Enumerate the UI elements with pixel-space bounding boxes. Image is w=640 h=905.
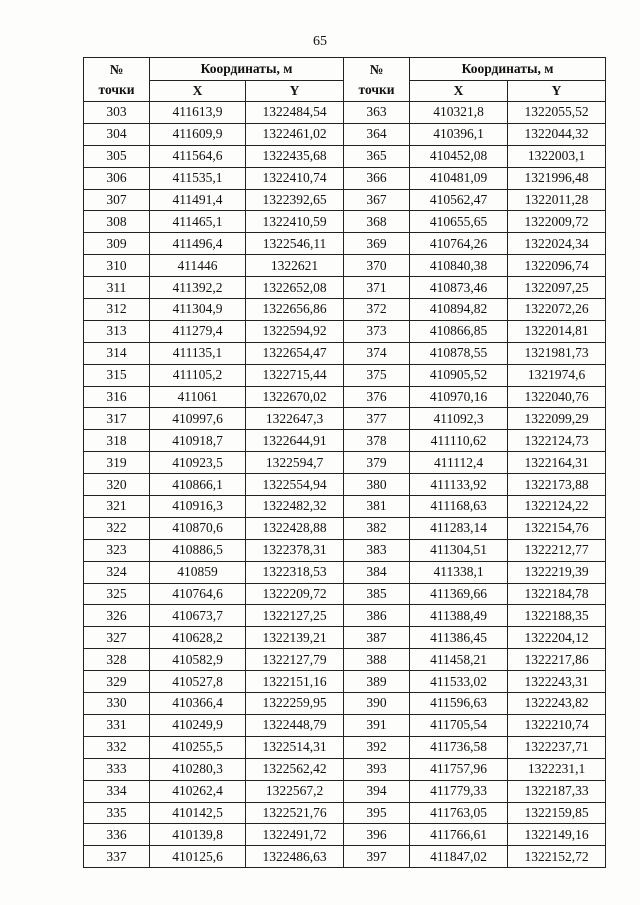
x-right-cell: 411110,62 <box>410 430 508 452</box>
y-right-cell: 1322212,77 <box>508 539 606 561</box>
y-left-cell: 1322318,53 <box>246 561 344 583</box>
point-number-right-cell: 378 <box>344 430 410 452</box>
x-right-cell: 410655,65 <box>410 211 508 233</box>
x-left-cell: 411465,1 <box>150 211 246 233</box>
point-number-right-cell: 392 <box>344 736 410 758</box>
point-number-right-cell: 395 <box>344 802 410 824</box>
point-number-right-cell: 369 <box>344 233 410 255</box>
point-number-right-cell: 377 <box>344 408 410 430</box>
table-row <box>84 517 606 539</box>
table-row <box>84 430 606 452</box>
y-left-cell: 1322209,72 <box>246 583 344 605</box>
y-left-cell: 1322562,42 <box>246 758 344 780</box>
y-right-cell: 1322210,74 <box>508 714 606 736</box>
point-number-right-cell: 382 <box>344 517 410 539</box>
point-number-left-cell: 331 <box>84 714 150 736</box>
x-left-cell: 410527,8 <box>150 671 246 693</box>
table-row <box>84 780 606 802</box>
x-left-cell: 410255,5 <box>150 736 246 758</box>
table-row <box>84 189 606 211</box>
point-number-right-cell: 384 <box>344 561 410 583</box>
x-left-cell: 411279,4 <box>150 320 246 342</box>
x-left-cell: 410886,5 <box>150 539 246 561</box>
point-number-left-cell: 322 <box>84 517 150 539</box>
y-right-cell: 1322237,71 <box>508 736 606 758</box>
point-number-right-cell: 367 <box>344 189 410 211</box>
point-number-left-cell: 329 <box>84 671 150 693</box>
x-left-cell: 411446 <box>150 255 246 277</box>
x-right-cell: 411779,33 <box>410 780 508 802</box>
point-number-right-cell: 389 <box>344 671 410 693</box>
table-row <box>84 539 606 561</box>
x-right-cell: 411596,63 <box>410 693 508 715</box>
point-number-right-cell: 372 <box>344 299 410 321</box>
coords-header-right: Координаты, м <box>410 58 606 81</box>
point-number-right-cell: 391 <box>344 714 410 736</box>
point-number-right-cell: 375 <box>344 364 410 386</box>
point-number-right-cell: 376 <box>344 386 410 408</box>
x-right-cell: 410481,09 <box>410 167 508 189</box>
y-header-left: Y <box>246 81 344 102</box>
x-right-cell: 411458,21 <box>410 649 508 671</box>
point-number-right-cell: 374 <box>344 342 410 364</box>
x-right-cell: 410562,47 <box>410 189 508 211</box>
y-right-cell: 1322124,22 <box>508 496 606 518</box>
point-number-left-cell: 316 <box>84 386 150 408</box>
table-row <box>84 846 606 868</box>
point-number-right-cell: 396 <box>344 824 410 846</box>
point-number-right-cell: 364 <box>344 123 410 145</box>
y-left-cell: 1322647,3 <box>246 408 344 430</box>
table-row <box>84 342 606 364</box>
point-number-right-cell: 380 <box>344 474 410 496</box>
table-row <box>84 649 606 671</box>
table-row <box>84 583 606 605</box>
y-left-cell: 1322594,7 <box>246 452 344 474</box>
y-right-cell: 1322011,28 <box>508 189 606 211</box>
point-number-right-cell: 365 <box>344 145 410 167</box>
point-number-right-cell: 366 <box>344 167 410 189</box>
y-right-cell: 1322231,1 <box>508 758 606 780</box>
x-right-cell: 411766,61 <box>410 824 508 846</box>
y-right-cell: 1321996,48 <box>508 167 606 189</box>
y-left-cell: 1322378,31 <box>246 539 344 561</box>
point-number-left-cell: 321 <box>84 496 150 518</box>
point-number-left-cell: 310 <box>84 255 150 277</box>
x-right-cell: 410764,26 <box>410 233 508 255</box>
y-left-cell: 1322259,95 <box>246 693 344 715</box>
y-right-cell: 1322040,76 <box>508 386 606 408</box>
page-number: 65 <box>313 34 327 49</box>
y-left-cell: 1322644,91 <box>246 430 344 452</box>
x-right-cell: 411338,1 <box>410 561 508 583</box>
x-right-cell: 411168,63 <box>410 496 508 518</box>
table-row <box>84 496 606 518</box>
point-number-left-cell: 303 <box>84 102 150 124</box>
point-number-left-cell: 335 <box>84 802 150 824</box>
y-right-cell: 1322152,72 <box>508 846 606 868</box>
point-number-left-cell: 332 <box>84 736 150 758</box>
x-left-cell: 411061 <box>150 386 246 408</box>
table-row <box>84 671 606 693</box>
point-number-right-cell: 371 <box>344 277 410 299</box>
x-right-cell: 410894,82 <box>410 299 508 321</box>
x-header-left: X <box>150 81 246 102</box>
x-left-cell: 410764,6 <box>150 583 246 605</box>
x-left-cell: 410859 <box>150 561 246 583</box>
point-number-left-cell: 319 <box>84 452 150 474</box>
x-left-cell: 410918,7 <box>150 430 246 452</box>
point-number-left-cell: 305 <box>84 145 150 167</box>
point-number-left-cell: 334 <box>84 780 150 802</box>
x-right-cell: 410452,08 <box>410 145 508 167</box>
x-left-cell: 411609,9 <box>150 123 246 145</box>
point-number-right-cell: 390 <box>344 693 410 715</box>
point-number-right-cell: 363 <box>344 102 410 124</box>
x-right-cell: 411112,4 <box>410 452 508 474</box>
y-right-cell: 1321981,73 <box>508 342 606 364</box>
x-left-cell: 410249,9 <box>150 714 246 736</box>
y-right-cell: 1322149,16 <box>508 824 606 846</box>
y-right-cell: 1322055,52 <box>508 102 606 124</box>
x-right-cell: 411763,05 <box>410 802 508 824</box>
point-number-right-cell: 394 <box>344 780 410 802</box>
table-row <box>84 255 606 277</box>
y-right-cell: 1322097,25 <box>508 277 606 299</box>
point-number-left-cell: 320 <box>84 474 150 496</box>
y-left-cell: 1322554,94 <box>246 474 344 496</box>
table-row <box>84 145 606 167</box>
table-row <box>84 123 606 145</box>
y-right-cell: 1322009,72 <box>508 211 606 233</box>
y-left-cell: 1322448,79 <box>246 714 344 736</box>
y-left-cell: 1322435,68 <box>246 145 344 167</box>
y-left-cell: 1322486,63 <box>246 846 344 868</box>
coords-header-left: Координаты, м <box>150 58 344 81</box>
table-row <box>84 474 606 496</box>
x-right-cell: 411705,54 <box>410 714 508 736</box>
y-left-cell: 1322656,86 <box>246 299 344 321</box>
y-header-right: Y <box>508 81 606 102</box>
x-right-cell: 411757,96 <box>410 758 508 780</box>
point-number-left-cell: 313 <box>84 320 150 342</box>
x-left-cell: 410997,6 <box>150 408 246 430</box>
y-left-cell: 1322715,44 <box>246 364 344 386</box>
point-number-left-cell: 304 <box>84 123 150 145</box>
table-row <box>84 561 606 583</box>
point-number-right-cell: 383 <box>344 539 410 561</box>
y-left-cell: 1322484,54 <box>246 102 344 124</box>
y-left-cell: 1322546,11 <box>246 233 344 255</box>
x-left-cell: 410923,5 <box>150 452 246 474</box>
y-right-cell: 1322099,29 <box>508 408 606 430</box>
table-row <box>84 824 606 846</box>
point-number-left-cell: 307 <box>84 189 150 211</box>
point-number-left-cell: 315 <box>84 364 150 386</box>
y-left-cell: 1322514,31 <box>246 736 344 758</box>
y-left-cell: 1322621 <box>246 255 344 277</box>
x-left-cell: 411135,1 <box>150 342 246 364</box>
point-number-left-cell: 311 <box>84 277 150 299</box>
table-row <box>84 167 606 189</box>
point-number-left-cell: 330 <box>84 693 150 715</box>
y-right-cell: 1322014,81 <box>508 320 606 342</box>
point-number-left-cell: 306 <box>84 167 150 189</box>
table-row <box>84 233 606 255</box>
y-left-cell: 1322410,74 <box>246 167 344 189</box>
y-left-cell: 1322491,72 <box>246 824 344 846</box>
table-row <box>84 802 606 824</box>
x-right-cell: 410866,85 <box>410 320 508 342</box>
x-header-right: X <box>410 81 508 102</box>
x-left-cell: 411491,4 <box>150 189 246 211</box>
point-number-left-cell: 324 <box>84 561 150 583</box>
point-number-left-cell: 308 <box>84 211 150 233</box>
y-right-cell: 1322164,31 <box>508 452 606 474</box>
x-left-cell: 411496,4 <box>150 233 246 255</box>
x-right-cell: 410396,1 <box>410 123 508 145</box>
point-number-left-cell: 328 <box>84 649 150 671</box>
y-right-cell: 1322217,86 <box>508 649 606 671</box>
point-number-right-cell: 381 <box>344 496 410 518</box>
x-right-cell: 410970,16 <box>410 386 508 408</box>
x-right-cell: 411369,66 <box>410 583 508 605</box>
x-left-cell: 411105,2 <box>150 364 246 386</box>
point-number-left-cell: 333 <box>84 758 150 780</box>
y-right-cell: 1322187,33 <box>508 780 606 802</box>
y-left-cell: 1322127,79 <box>246 649 344 671</box>
y-left-cell: 1322428,88 <box>246 517 344 539</box>
y-right-cell: 1322154,76 <box>508 517 606 539</box>
point-number-left-cell: 325 <box>84 583 150 605</box>
y-left-cell: 1322652,08 <box>246 277 344 299</box>
point-number-right-cell: 379 <box>344 452 410 474</box>
x-right-cell: 411304,51 <box>410 539 508 561</box>
y-left-cell: 1322127,25 <box>246 605 344 627</box>
y-left-cell: 1322670,02 <box>246 386 344 408</box>
y-right-cell: 1322024,34 <box>508 233 606 255</box>
x-right-cell: 411847,02 <box>410 846 508 868</box>
point-number-right-cell: 388 <box>344 649 410 671</box>
x-left-cell: 411392,2 <box>150 277 246 299</box>
point-number-left-cell: 317 <box>84 408 150 430</box>
point-number-left-cell: 309 <box>84 233 150 255</box>
x-right-cell: 411533,02 <box>410 671 508 693</box>
y-left-cell: 1322410,59 <box>246 211 344 233</box>
x-left-cell: 410582,9 <box>150 649 246 671</box>
table-row <box>84 693 606 715</box>
x-right-cell: 411133,92 <box>410 474 508 496</box>
table-body <box>84 102 606 868</box>
y-left-cell: 1322482,32 <box>246 496 344 518</box>
y-left-cell: 1322392,65 <box>246 189 344 211</box>
x-left-cell: 410142,5 <box>150 802 246 824</box>
y-right-cell: 1322173,88 <box>508 474 606 496</box>
y-left-cell: 1322151,16 <box>246 671 344 693</box>
x-left-cell: 410628,2 <box>150 627 246 649</box>
x-left-cell: 410262,4 <box>150 780 246 802</box>
x-left-cell: 410673,7 <box>150 605 246 627</box>
y-right-cell: 1322096,74 <box>508 255 606 277</box>
y-left-cell: 1322567,2 <box>246 780 344 802</box>
x-left-cell: 410280,3 <box>150 758 246 780</box>
y-left-cell: 1322521,76 <box>246 802 344 824</box>
y-left-cell: 1322139,21 <box>246 627 344 649</box>
point-number-header-left: № точки <box>84 58 150 102</box>
y-right-cell: 1322204,12 <box>508 627 606 649</box>
x-right-cell: 411092,3 <box>410 408 508 430</box>
y-right-cell: 1322124,73 <box>508 430 606 452</box>
y-right-cell: 1322072,26 <box>508 299 606 321</box>
x-left-cell: 410125,6 <box>150 846 246 868</box>
x-right-cell: 410321,8 <box>410 102 508 124</box>
y-right-cell: 1322219,39 <box>508 561 606 583</box>
y-right-cell: 1322159,85 <box>508 802 606 824</box>
point-number-left-cell: 312 <box>84 299 150 321</box>
y-left-cell: 1322461,02 <box>246 123 344 145</box>
table-row <box>84 736 606 758</box>
x-right-cell: 411283,14 <box>410 517 508 539</box>
header-row-top <box>84 58 606 81</box>
point-number-left-cell: 323 <box>84 539 150 561</box>
y-right-cell: 1322044,32 <box>508 123 606 145</box>
point-number-right-cell: 393 <box>344 758 410 780</box>
table-row <box>84 364 606 386</box>
x-left-cell: 410916,3 <box>150 496 246 518</box>
point-number-left-cell: 326 <box>84 605 150 627</box>
y-right-cell: 1321974,6 <box>508 364 606 386</box>
x-right-cell: 411736,58 <box>410 736 508 758</box>
table-row <box>84 211 606 233</box>
table-row <box>84 758 606 780</box>
table-row <box>84 277 606 299</box>
point-number-right-cell: 385 <box>344 583 410 605</box>
table-row <box>84 452 606 474</box>
y-right-cell: 1322003,1 <box>508 145 606 167</box>
point-number-right-cell: 368 <box>344 211 410 233</box>
point-number-right-cell: 386 <box>344 605 410 627</box>
table-row <box>84 102 606 124</box>
point-number-left-cell: 327 <box>84 627 150 649</box>
y-right-cell: 1322243,31 <box>508 671 606 693</box>
x-left-cell: 410870,6 <box>150 517 246 539</box>
point-number-right-cell: 397 <box>344 846 410 868</box>
x-right-cell: 410840,38 <box>410 255 508 277</box>
table-row <box>84 605 606 627</box>
point-number-left-cell: 336 <box>84 824 150 846</box>
table-row <box>84 299 606 321</box>
x-right-cell: 410873,46 <box>410 277 508 299</box>
point-number-left-cell: 318 <box>84 430 150 452</box>
y-left-cell: 1322594,92 <box>246 320 344 342</box>
x-right-cell: 410878,55 <box>410 342 508 364</box>
table-row <box>84 408 606 430</box>
coordinates-table <box>83 57 606 868</box>
y-right-cell: 1322184,78 <box>508 583 606 605</box>
point-number-header-right: № точки <box>344 58 410 102</box>
y-right-cell: 1322243,82 <box>508 693 606 715</box>
table-row <box>84 386 606 408</box>
x-left-cell: 410866,1 <box>150 474 246 496</box>
x-left-cell: 410366,4 <box>150 693 246 715</box>
x-left-cell: 411304,9 <box>150 299 246 321</box>
table-row <box>84 320 606 342</box>
point-number-right-cell: 387 <box>344 627 410 649</box>
x-right-cell: 410905,52 <box>410 364 508 386</box>
x-right-cell: 411388,49 <box>410 605 508 627</box>
point-number-right-cell: 373 <box>344 320 410 342</box>
x-left-cell: 411613,9 <box>150 102 246 124</box>
x-left-cell: 411535,1 <box>150 167 246 189</box>
x-left-cell: 410139,8 <box>150 824 246 846</box>
table-row <box>84 714 606 736</box>
table-row <box>84 627 606 649</box>
x-right-cell: 411386,45 <box>410 627 508 649</box>
x-left-cell: 411564,6 <box>150 145 246 167</box>
point-number-left-cell: 337 <box>84 846 150 868</box>
y-right-cell: 1322188,35 <box>508 605 606 627</box>
point-number-right-cell: 370 <box>344 255 410 277</box>
y-left-cell: 1322654,47 <box>246 342 344 364</box>
point-number-left-cell: 314 <box>84 342 150 364</box>
